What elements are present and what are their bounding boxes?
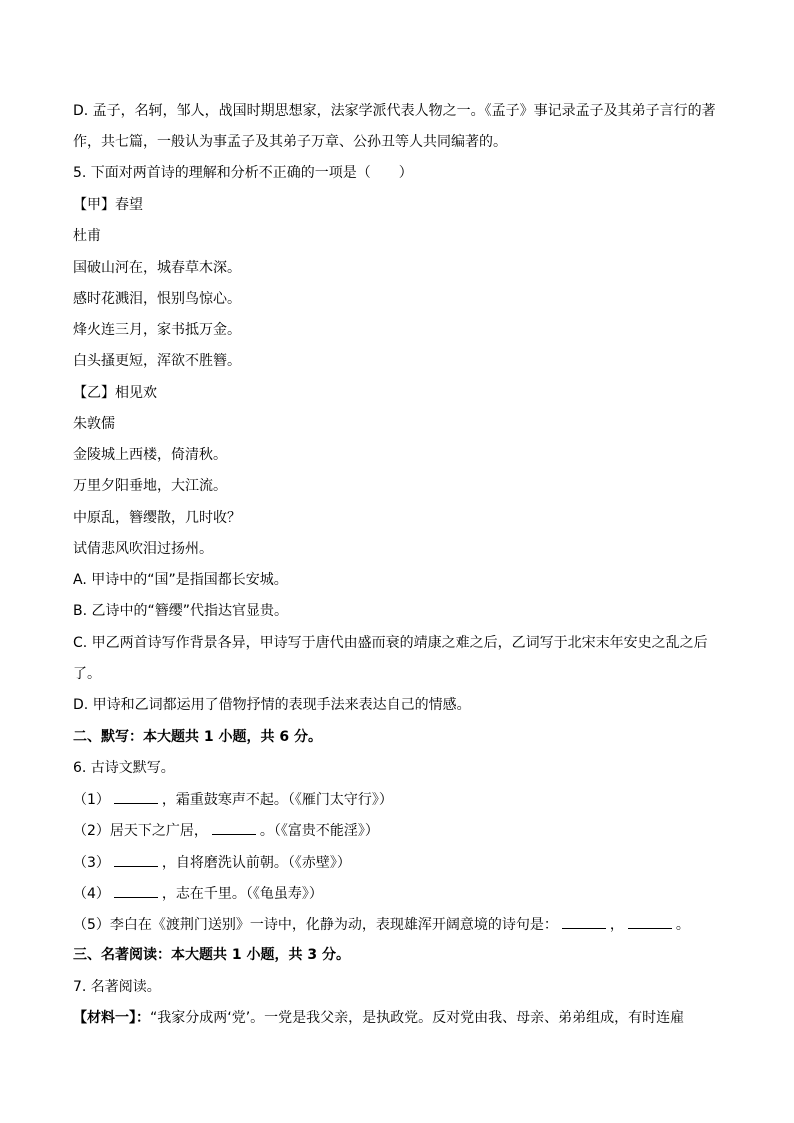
answer-blank-1[interactable] (114, 789, 158, 804)
material-1-text: “我家分成两‘党’。一党是我父亲，是执政党。反对党由我、母亲、弟弟组成，有时连雇 (150, 1010, 685, 1026)
answer-blank-5b[interactable] (628, 914, 672, 929)
poem-a-line3: 烽火连三月，家书抵万金。 (73, 322, 241, 338)
fill-q3: （3） ，自将磨洗认前朝。（《赤壁》） (73, 852, 723, 873)
poem-b-line3: 中原乱，簪缨散，几时收？ (73, 510, 241, 526)
section-2-heading: 二、默写：本大题共 1 小题，共 6 分。 (73, 729, 322, 745)
poem-b-line1: 金陵城上西楼，倚清秋。 (73, 447, 227, 463)
answer-blank-3[interactable] (114, 852, 158, 867)
fill-q2: （2）居天下之广居， 。（《富贵不能淫》） (73, 820, 723, 841)
poem-b-author: 朱敦儒 (73, 416, 115, 432)
poem-b-line2: 万里夕阳垂地，大江流。 (73, 478, 227, 494)
material-1 (73, 1008, 723, 1028)
material-1-label: 【材料一】： (73, 1010, 150, 1026)
question-6: 6. 古诗文默写。 (73, 760, 175, 776)
poem-a-author: 杜甫 (73, 228, 101, 244)
answer-blank-2[interactable] (212, 820, 256, 835)
option-a: A. 甲诗中的“国”是指国都长安城。 (73, 572, 288, 588)
option-c-line1: C. 甲乙两首诗写作背景各异，甲诗写于唐代由盛而衰的靖康之难之后，乙词写于北宋末年安史之乱之后 (73, 635, 708, 651)
option-d-line1: D. 孟子，名轲，邹人，战国时期思想家，法家学派代表人物之一。《孟子》事记录孟子及其弟子言行的著 (73, 103, 716, 119)
question-7: 7. 名著阅读。 (73, 979, 161, 995)
option-d2: D. 甲诗和乙词都运用了借物抒情的表现手法来表达自己的情感。 (73, 697, 471, 713)
answer-blank-4[interactable] (114, 883, 158, 898)
section-3-heading: 三、名著阅读：本大题共 1 小题，共 3 分。 (73, 947, 350, 963)
fill-q5: （5）李白在《渡荆门送别》一诗中，化静为动，表现雄浑开阔意境的诗句是： ， 。 (73, 914, 723, 935)
poem-a-title: 【甲】春望 (73, 197, 143, 213)
fill-q4: （4） ，志在千里。（《龟虽寿》） (73, 883, 723, 904)
option-b: B. 乙诗中的“簪缨”代指达官显贵。 (73, 603, 289, 619)
answer-blank-5a[interactable] (562, 914, 606, 929)
poem-b-title: 【乙】相见欢 (73, 385, 157, 401)
poem-a-line4: 白头搔更短，浑欲不胜簪。 (73, 353, 241, 369)
fill-q1: （1） ，霜重鼓寒声不起。（《雁门太守行》） (73, 789, 723, 810)
option-d-line2: 作，共七篇，一般认为事孟子及其弟子万章、公孙丑等人共同编著的。 (73, 134, 507, 150)
poem-b-line4: 试倩悲风吹泪过扬州。 (73, 541, 213, 557)
question-5: 5. 下面对两首诗的理解和分析不正确的一项是（ ） (73, 165, 413, 181)
option-c-line2: 了。 (73, 666, 101, 682)
poem-a-line1: 国破山河在，城春草木深。 (73, 260, 241, 276)
poem-a-line2: 感时花溅泪，恨别鸟惊心。 (73, 291, 241, 307)
